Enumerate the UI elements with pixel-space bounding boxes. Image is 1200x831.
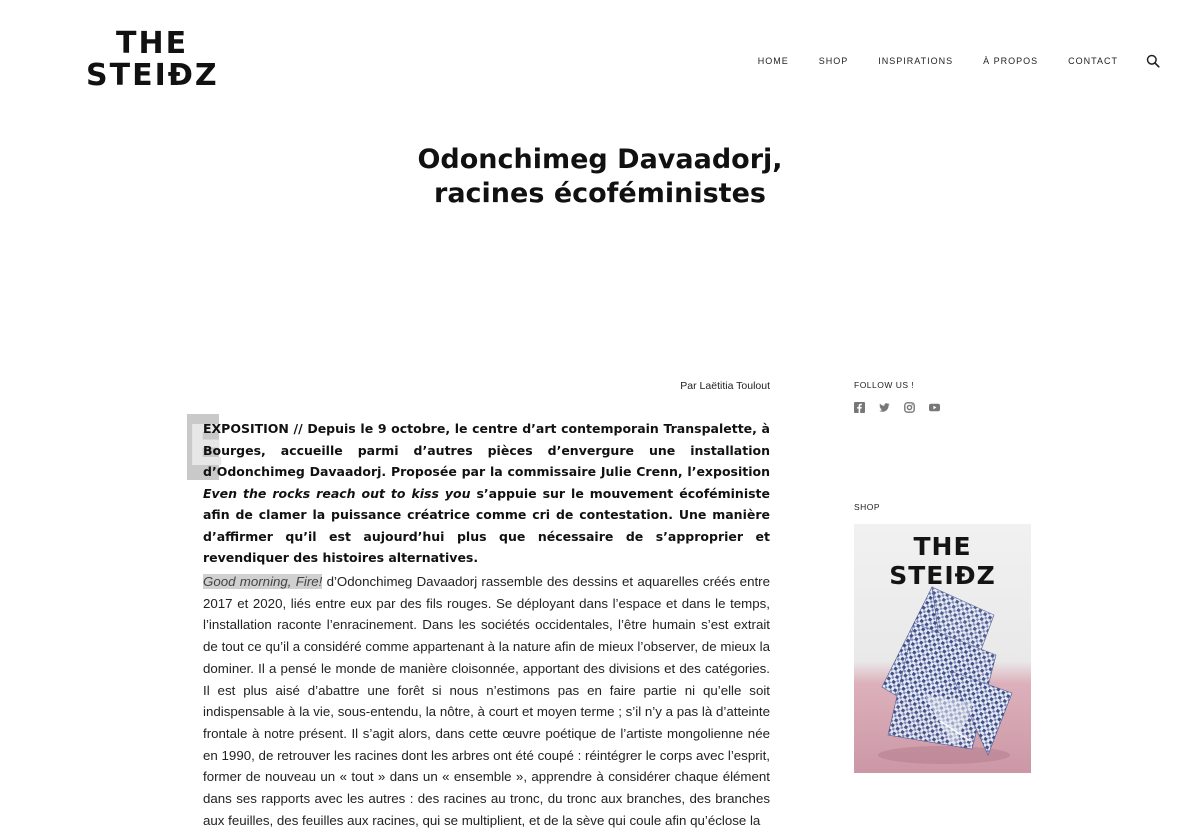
drop-cap: E	[187, 414, 226, 479]
body-paragraph: d’Odonchimeg Davaadorj rassemble des dessins et aquarelles créés entre 2017 et 2020, liés entre eux par des fils rouges. Se déployant dans l’espace et dans le temps, l’installation raconte l’enracinement. Dans les sociétés occidentales, l’être humain s’est extrait de tout ce qu’il a considéré comme appartenant à la nature afin de mieux l’observer, de mieux la dominer. Il a pensé le monde de manière cloisonnée, apportant des divisions et des catégories. Il est plus aisé d’abattre une forêt si nous n’estimons pas en faire partie ni qu’elle soit indispensable à la vie, sous-entendu, la nôtre, à court et moyen terme ; s’il n’y a pas là d’atteinte frontale à notre présent. Il s’agit alors, dans cette œuvre poétique de l’artiste mongolienne née en 1990, de retrouver les racines dont les arbres ont été coupé : réintégrer le corps avec l’esprit, former de nouveau un « tout » dans un « ensemble », apprendre à considérer chaque élément dans ses rapports avec les autres : des racines au tronc, du tronc aux branches, des branches aux feuilles, des feuilles aux racines, qui se multiplient, et de la sève qui coule afin qu’éclose la	[203, 574, 770, 828]
nav-home[interactable]: HOME	[757, 56, 789, 66]
search-icon[interactable]	[1146, 54, 1160, 68]
cover-logo-line-1: THE	[913, 532, 972, 561]
title-line-1: Odonchimeg Davaadorj,	[417, 144, 783, 175]
logo-line-2: STEIÐZ	[86, 58, 219, 93]
youtube-icon[interactable]	[929, 402, 940, 413]
follow-us-heading: FOLLOW US !	[854, 380, 915, 390]
nav-shop[interactable]: SHOP	[818, 56, 849, 66]
social-links	[854, 402, 954, 413]
lede-text-1: EXPOSITION // Depuis le 9 octobre, le centre d’art contemporain Transpalette, à Bourges, accueille parmi d’autres pièces d’envergure une installation d’Odonchimeg Davaadorj. Proposée par la commissaire Julie Crenn, l’exposition	[203, 421, 770, 479]
site-logo[interactable]	[86, 26, 219, 93]
instagram-icon[interactable]	[904, 402, 915, 413]
main-nav	[728, 55, 1160, 67]
article-title	[0, 143, 1200, 211]
article-author: Par Laëtitia Toulout	[680, 380, 770, 392]
title-line-2: racines écoféministes	[434, 178, 766, 209]
article-body	[203, 571, 770, 831]
shop-heading: SHOP	[854, 502, 881, 512]
nav-contact[interactable]: CONTACT	[1068, 56, 1118, 66]
nav-a-propos[interactable]: À PROPOS	[983, 56, 1039, 66]
article-lede	[203, 418, 770, 569]
logo-line-1: THE	[116, 26, 189, 61]
nav-inspirations[interactable]: INSPIRATIONS	[878, 56, 954, 66]
twitter-icon[interactable]	[879, 402, 890, 413]
lede-exhibition-title: Even the rocks reach out to kiss you	[203, 485, 471, 501]
cover-logo-line-2: STEIÐZ	[889, 561, 996, 590]
shop-magazine-cover[interactable]	[854, 524, 1031, 773]
cover-sculpture-image	[854, 579, 1031, 773]
facebook-icon[interactable]	[854, 402, 865, 413]
lede-text-2: s’appuie sur le mouvement écoféministe afin de clamer la puissance créatrice comme cri de contestation. Une manière d’affirmer qu’il est aujourd’hui plus que nécessaire de s’approprier et revendiquer des histoires alternatives.	[203, 485, 771, 565]
artwork-title-highlight: Good morning, Fire!	[203, 574, 323, 589]
